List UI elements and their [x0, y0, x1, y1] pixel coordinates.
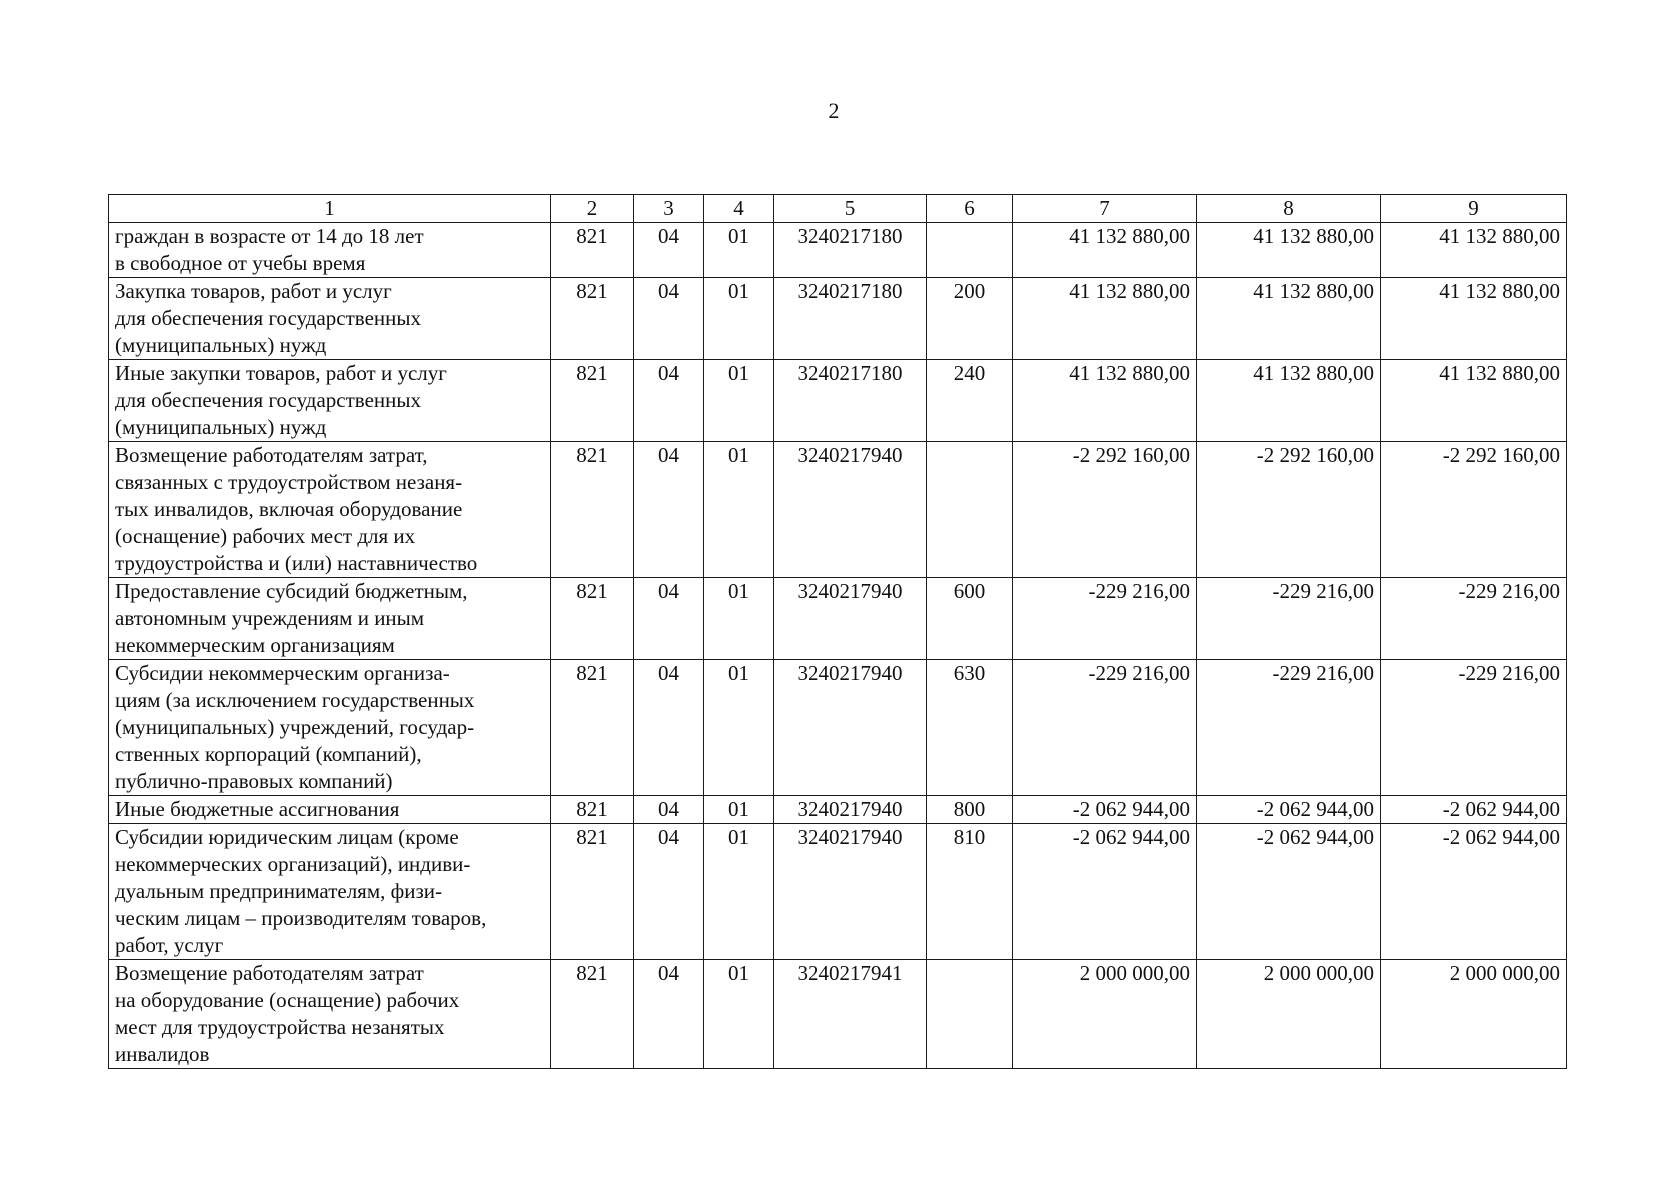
- item-name-line: (оснащение) рабочих мест для их: [115, 524, 416, 548]
- amount-cell-col8: -229 216,00: [1197, 660, 1381, 796]
- item-name-line: Иные закупки товаров, работ и услуг: [115, 361, 447, 385]
- ministry-code-cell: 821: [551, 960, 634, 1069]
- table-row: [109, 796, 1567, 824]
- item-name-cell: [109, 660, 551, 796]
- section-code-cell: 04: [634, 960, 704, 1069]
- table-row: [109, 278, 1567, 360]
- item-name-line: автономным учреждениям и иным: [115, 606, 425, 630]
- target-article-cell: 3240217180: [774, 223, 927, 278]
- amount-cell-col8: 2 000 000,00: [1197, 960, 1381, 1069]
- target-article-cell: 3240217940: [774, 796, 927, 824]
- target-article-cell: 3240217940: [774, 442, 927, 578]
- section-code-cell: 04: [634, 278, 704, 360]
- item-name-line: мест для трудоустройства незанятых: [115, 1015, 445, 1039]
- amount-cell-col9: 41 132 880,00: [1381, 360, 1567, 442]
- amount-cell-col8: -2 062 944,00: [1197, 796, 1381, 824]
- amount-cell-col9: -229 216,00: [1381, 660, 1567, 796]
- table-row: [109, 360, 1567, 442]
- expense-type-cell: 800: [927, 796, 1013, 824]
- subsection-code-cell: 01: [704, 578, 774, 660]
- section-code-cell: 04: [634, 824, 704, 960]
- item-name-cell: [109, 278, 551, 360]
- amount-cell-col9: -2 062 944,00: [1381, 824, 1567, 960]
- item-name-line: дуальным предпринимателям, физи-: [115, 879, 442, 903]
- item-name-line: инвалидов: [115, 1042, 210, 1066]
- expense-type-cell: 810: [927, 824, 1013, 960]
- column-header-3: 3: [634, 195, 704, 223]
- item-name-line: Закупка товаров, работ и услуг: [115, 279, 392, 303]
- amount-cell-col7: 41 132 880,00: [1013, 278, 1197, 360]
- subsection-code-cell: 01: [704, 660, 774, 796]
- amount-cell-col9: -2 292 160,00: [1381, 442, 1567, 578]
- target-article-cell: 3240217940: [774, 660, 927, 796]
- expense-type-cell: 200: [927, 278, 1013, 360]
- item-name-line: Возмещение работодателям затрат: [115, 961, 424, 985]
- amount-cell-col8: 41 132 880,00: [1197, 360, 1381, 442]
- table-row: [109, 442, 1567, 578]
- item-name-line: тых инвалидов, включая оборудование: [115, 497, 463, 521]
- column-header-7: 7: [1013, 195, 1197, 223]
- subsection-code-cell: 01: [704, 360, 774, 442]
- table-row: [109, 960, 1567, 1069]
- budget-table: [108, 194, 1567, 1069]
- section-code-cell: 04: [634, 660, 704, 796]
- section-code-cell: 04: [634, 442, 704, 578]
- item-name-line: трудоустройства и (или) наставничество: [115, 551, 478, 575]
- ministry-code-cell: 821: [551, 824, 634, 960]
- expense-type-cell: [927, 442, 1013, 578]
- subsection-code-cell: 01: [704, 442, 774, 578]
- header-row: [109, 195, 1567, 223]
- amount-cell-col7: -2 062 944,00: [1013, 824, 1197, 960]
- item-name-cell: [109, 796, 551, 824]
- item-name-cell: [109, 442, 551, 578]
- target-article-cell: 3240217180: [774, 360, 927, 442]
- item-name-line: Возмещение работодателям затрат,: [115, 443, 428, 467]
- section-code-cell: 04: [634, 578, 704, 660]
- subsection-code-cell: 01: [704, 278, 774, 360]
- item-name-cell: [109, 578, 551, 660]
- section-code-cell: 04: [634, 796, 704, 824]
- item-name-line: (муниципальных) нужд: [115, 415, 327, 439]
- item-name-line: Предоставление субсидий бюджетным,: [115, 579, 468, 603]
- item-name-line: ческим лицам – производителям товаров,: [115, 906, 487, 930]
- column-header-2: 2: [551, 195, 634, 223]
- item-name-line: связанных с трудоустройством незаня-: [115, 470, 463, 494]
- item-name-line: граждан в возрасте от 14 до 18 лет: [115, 224, 424, 248]
- subsection-code-cell: 01: [704, 960, 774, 1069]
- amount-cell-col8: -2 062 944,00: [1197, 824, 1381, 960]
- column-header-6: 6: [927, 195, 1013, 223]
- item-name-line: публично-правовых компаний): [115, 769, 393, 793]
- item-name-cell: [109, 824, 551, 960]
- column-header-9: 9: [1381, 195, 1567, 223]
- table-row: [109, 578, 1567, 660]
- item-name-line: (муниципальных) учреждений, государ-: [115, 715, 475, 739]
- amount-cell-col8: 41 132 880,00: [1197, 223, 1381, 278]
- item-name-line: на оборудование (оснащение) рабочих: [115, 988, 460, 1012]
- target-article-cell: 3240217940: [774, 824, 927, 960]
- expense-type-cell: 240: [927, 360, 1013, 442]
- amount-cell-col7: 41 132 880,00: [1013, 360, 1197, 442]
- amount-cell-col9: 41 132 880,00: [1381, 223, 1567, 278]
- target-article-cell: 3240217941: [774, 960, 927, 1069]
- column-header-1: 1: [109, 195, 551, 223]
- expense-type-cell: 630: [927, 660, 1013, 796]
- item-name-line: (муниципальных) нужд: [115, 333, 327, 357]
- column-header-5: 5: [774, 195, 927, 223]
- table-header: [109, 195, 1567, 223]
- subsection-code-cell: 01: [704, 223, 774, 278]
- amount-cell-col9: 41 132 880,00: [1381, 278, 1567, 360]
- subsection-code-cell: 01: [704, 824, 774, 960]
- column-header-8: 8: [1197, 195, 1381, 223]
- amount-cell-col7: 41 132 880,00: [1013, 223, 1197, 278]
- expense-type-cell: [927, 223, 1013, 278]
- ministry-code-cell: 821: [551, 578, 634, 660]
- expense-type-cell: 600: [927, 578, 1013, 660]
- amount-cell-col8: -2 292 160,00: [1197, 442, 1381, 578]
- table-row: [109, 824, 1567, 960]
- target-article-cell: 3240217180: [774, 278, 927, 360]
- ministry-code-cell: 821: [551, 223, 634, 278]
- amount-cell-col8: -229 216,00: [1197, 578, 1381, 660]
- item-name-line: Иные бюджетные ассигнования: [115, 797, 400, 821]
- item-name-line: некоммерческих организаций), индиви-: [115, 852, 471, 876]
- amount-cell-col9: -2 062 944,00: [1381, 796, 1567, 824]
- page-number: 2: [828, 98, 840, 123]
- item-name-line: в свободное от учебы время: [115, 251, 366, 275]
- section-code-cell: 04: [634, 223, 704, 278]
- item-name-line: работ, услуг: [115, 933, 224, 957]
- expense-type-cell: [927, 960, 1013, 1069]
- amount-cell-col9: -229 216,00: [1381, 578, 1567, 660]
- item-name-line: ственных корпораций (компаний),: [115, 742, 422, 766]
- amount-cell-col7: -2 292 160,00: [1013, 442, 1197, 578]
- target-article-cell: 3240217940: [774, 578, 927, 660]
- item-name-cell: [109, 360, 551, 442]
- amount-cell-col9: 2 000 000,00: [1381, 960, 1567, 1069]
- ministry-code-cell: 821: [551, 360, 634, 442]
- amount-cell-col7: -229 216,00: [1013, 578, 1197, 660]
- item-name-line: некоммерческим организациям: [115, 633, 395, 657]
- table-body: [109, 223, 1567, 1069]
- ministry-code-cell: 821: [551, 660, 634, 796]
- subsection-code-cell: 01: [704, 796, 774, 824]
- amount-cell-col7: 2 000 000,00: [1013, 960, 1197, 1069]
- item-name-line: циям (за исключением государственных: [115, 688, 475, 712]
- ministry-code-cell: 821: [551, 442, 634, 578]
- amount-cell-col7: -2 062 944,00: [1013, 796, 1197, 824]
- item-name-line: Субсидии некоммерческим организа-: [115, 661, 450, 685]
- ministry-code-cell: 821: [551, 278, 634, 360]
- ministry-code-cell: 821: [551, 796, 634, 824]
- amount-cell-col7: -229 216,00: [1013, 660, 1197, 796]
- section-code-cell: 04: [634, 360, 704, 442]
- amount-cell-col8: 41 132 880,00: [1197, 278, 1381, 360]
- table-row: [109, 223, 1567, 278]
- item-name-line: для обеспечения государственных: [115, 388, 421, 412]
- table-row: [109, 660, 1567, 796]
- column-header-4: 4: [704, 195, 774, 223]
- item-name-cell: [109, 960, 551, 1069]
- item-name-line: Субсидии юридическим лицам (кроме: [115, 825, 459, 849]
- item-name-cell: [109, 223, 551, 278]
- item-name-line: для обеспечения государственных: [115, 306, 421, 330]
